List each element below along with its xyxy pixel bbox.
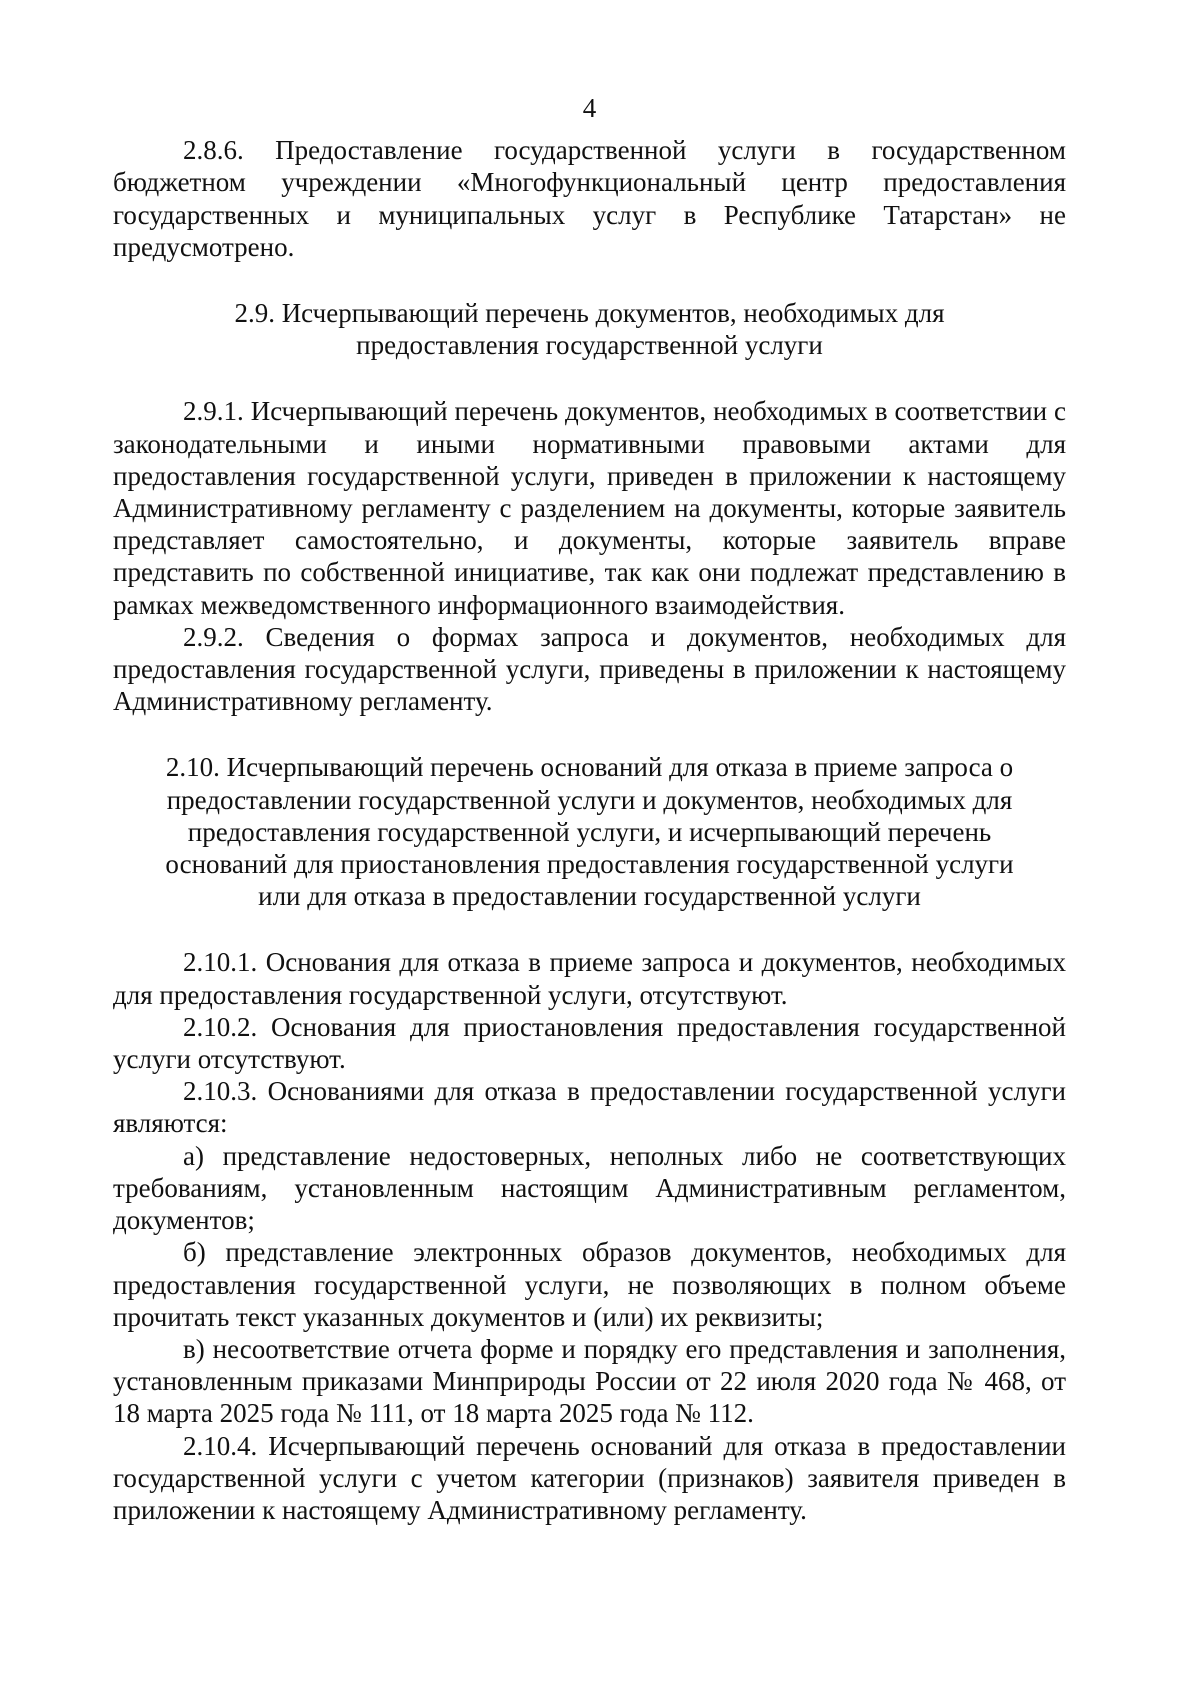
- paragraph-2-9-1: 2.9.1. Исчерпывающий перечень документов, необходимых в соответствии с законодательными и иными нормативными правовыми актами для предоставления государственной услуги, приведен в приложении к настоящему Административному регламенту с разделением на документы, которые заявитель представляет самостоятельно, и документы, которые заявитель вправе представить по собственной инициативе, так как они подлежат представлению в рамках межведомственного информационного взаимодействия.: [113, 396, 1066, 620]
- page-number: 4: [582, 93, 597, 123]
- paragraph-2-10-4: 2.10.4. Исчерпывающий перечень оснований для отказа в предоставлении государственной услуги с учетом категории (признаков) заявителя приведен в приложении к настоящему Административному регламенту.: [113, 1430, 1066, 1525]
- paragraph-2-9-2: 2.9.2. Сведения о формах запроса и документов, необходимых для предоставления государственной услуги, приведены в приложении к настоящему Административному регламенту.: [113, 621, 1066, 717]
- list-item-b: б) представление электронных образов документов, необходимых для предоставления государственной услуги, не позволяющих в полном объеме прочитать текст указанных документов и (или) их реквизиты;: [113, 1237, 1066, 1332]
- paragraph-2-8-6: 2.8.6. Предоставление государственной услуги в государственном бюджетном учреждении «Многофункциональный центр предоставления государственных и муниципальных услуг в Республике Татарстан» не предусмотрено.: [113, 135, 1066, 262]
- paragraph-2-10-1: 2.10.1. Основания для отказа в приеме запроса и документов, необходимых для предоставления государственной услуги, отсутствуют.: [113, 947, 1066, 1010]
- paragraph-2-10-3: 2.10.3. Основаниями для отказа в предоставлении государственной услуги являются:: [113, 1076, 1066, 1139]
- document-page: [113, 92, 1066, 1526]
- list-item-a: а) представление недостоверных, неполных либо не соответствующих требованиям, установленным настоящим Административным регламентом, документов;: [113, 1140, 1066, 1236]
- section-heading-2-10: 2.10. Исчерпывающий перечень оснований для отказа в приеме запроса о предоставлении государственной услуги и документов, необходимых для предоставления государственной услуги, и исчерпывающий перечень оснований для приостановления предоставления государственной услуги или для отказа в предоставлении государственной услуги: [165, 752, 1014, 912]
- list-item-v: в) несоответствие отчета форме и порядку его представления и заполнения, установленным приказами Минприроды России от 22 июля 2020 года № 468, от 18 марта 2025 года № 111, от 18 марта 2025 года № 112.: [113, 1333, 1066, 1429]
- paragraph-2-10-2: 2.10.2. Основания для приостановления предоставления государственной услуги отсутствуют.: [113, 1011, 1066, 1075]
- section-heading-2-9: 2.9. Исчерпывающий перечень документов, необходимых для предоставления государственной услуги: [234, 298, 945, 361]
